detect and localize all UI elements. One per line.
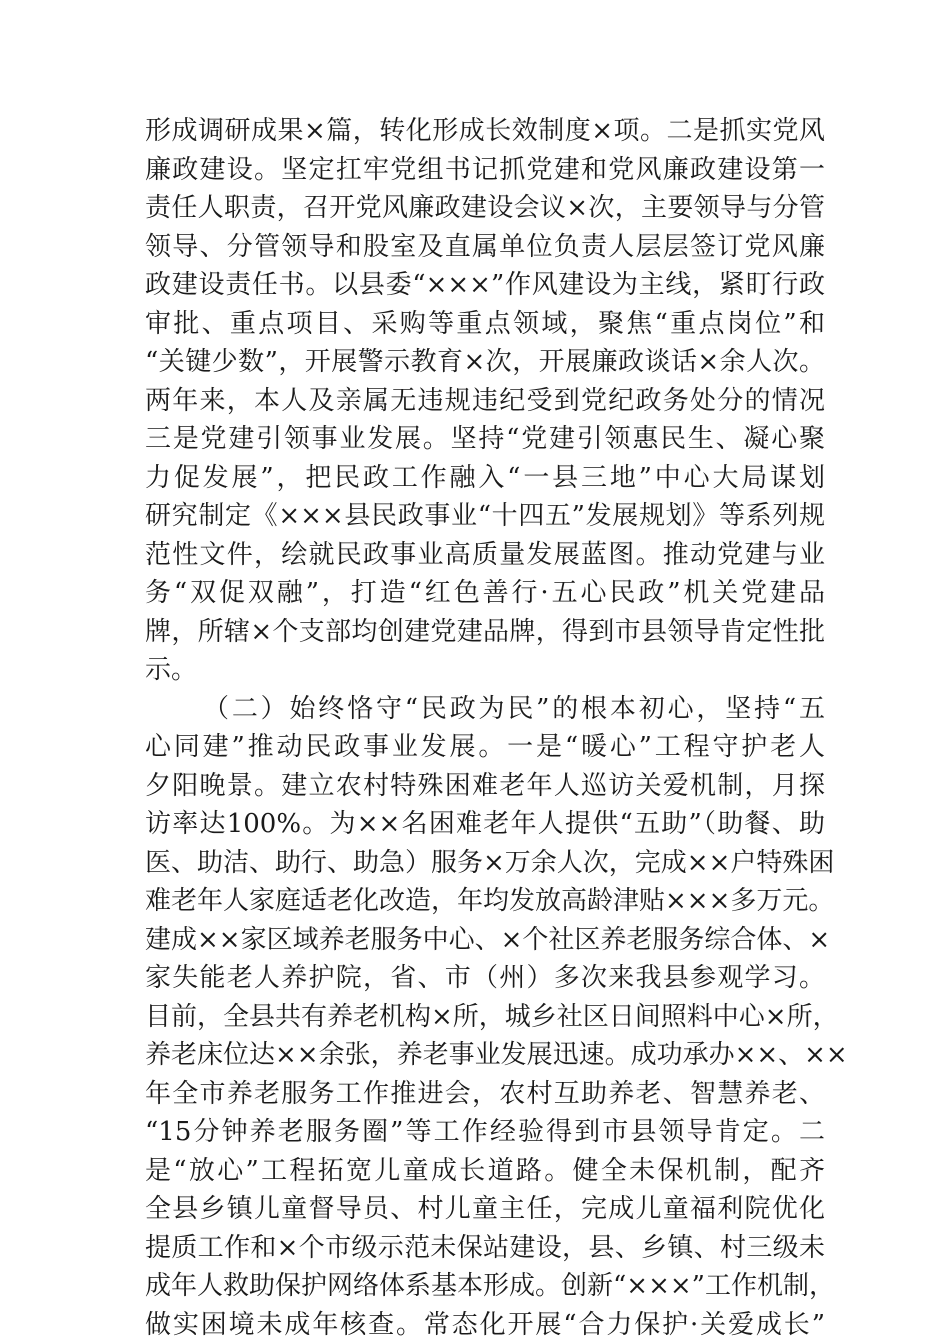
text-line: 医、助洁、助行、助急）服务×万余人次，完成××户特殊困 <box>145 847 835 878</box>
text-line: 研究制定《×××县民政事业“十四五”发展规划》等系列规 <box>145 501 825 531</box>
text-line: 年全市养老服务工作推进会，农村互助养老、智慧养老、 <box>145 1078 825 1109</box>
text-line: 政建设责任书。以县委“×××”作风建设为主线，紧盯行政 <box>145 270 825 300</box>
text-line: 目前，全县共有养老机构×所，城乡社区日间照料中心×所， <box>145 1001 839 1032</box>
text-line: 建成××家区域养老服务中心、×个社区养老服务综合体、× <box>145 924 831 955</box>
text-line: 心同建”推动民政事业发展。一是“暖心”工程守护老人 <box>145 732 825 762</box>
text-line: 廉政建设。坚定扛牢党组书记抓党建和党风廉政建设第一 <box>145 154 825 185</box>
text-line: 牌，所辖×个支部均创建党建品牌，得到市县领导肯定性批 <box>145 616 825 647</box>
text-line: 是“放心”工程拓宽儿童成长道路。健全未保机制，配齐 <box>145 1155 825 1186</box>
text-line: 审批、重点项目、采购等重点领域，聚焦“重点岗位”和 <box>145 308 825 339</box>
text-line: 访率达100%。为××名困难老年人提供“五助”（助餐、助 <box>145 809 825 839</box>
text-line: 成年人救助保护网络体系基本形成。创新“×××”工作机制， <box>145 1271 835 1301</box>
paragraph-1 <box>145 112 825 690</box>
text-line: 示。 <box>145 655 198 685</box>
text-line: 全县乡镇儿童督导员、村儿童主任，完成儿童福利院优化 <box>145 1194 825 1224</box>
text-line: 提质工作和×个市级示范未保站建设，县、乡镇、村三级未 <box>145 1232 825 1263</box>
text-line: 形成调研成果×篇，转化形成长效制度×项。二是抓实党风 <box>145 116 825 146</box>
text-line: 力促发展”，把民政工作融入“一县三地”中心大局谋划 <box>145 462 825 493</box>
text-line: 难老年人家庭适老化改造，年均发放高龄津贴×××多万元。 <box>145 886 835 916</box>
text-line: 范性文件，绘就民政事业高质量发展蓝图。推动党建与业 <box>145 539 825 570</box>
text-line: 责任人职责，召开党风廉政建设会议×次，主要领导与分管 <box>145 193 825 223</box>
text-line: 家失能老人养护院，省、市（州）多次来我县参观学习。 <box>145 963 825 993</box>
text-line: 夕阳晚景。建立农村特殊困难老年人巡访关爱机制，月探 <box>145 770 825 801</box>
document-body <box>145 112 848 1344</box>
paragraph-2 <box>145 690 848 1344</box>
text-line: （二）始终恪守“民政为民”的根本初心，坚持“五 <box>203 693 825 724</box>
text-line: 务“双促双融”，打造“红色善行·五心民政”机关党建品 <box>145 578 825 608</box>
text-line: 两年来，本人及亲属无违规违纪受到党纪政务处分的情况 <box>145 385 825 416</box>
text-line: “15分钟养老服务圈”等工作经验得到市县领导肯定。二 <box>145 1117 825 1147</box>
text-line: “关键少数”，开展警示教育×次，开展廉政谈话×余人次。 <box>145 347 825 377</box>
text-line: 领导、分管领导和股室及直属单位负责人层层签订党风廉 <box>145 231 825 262</box>
text-line: 做实困境未成年核查。常态化开展“合力保护·关爱成长” <box>145 1309 825 1340</box>
text-line: 养老床位达××余张，养老事业发展迅速。成功承办××、×× <box>145 1040 848 1070</box>
text-line: 三是党建引领事业发展。坚持“党建引领惠民生、凝心聚 <box>145 424 825 454</box>
